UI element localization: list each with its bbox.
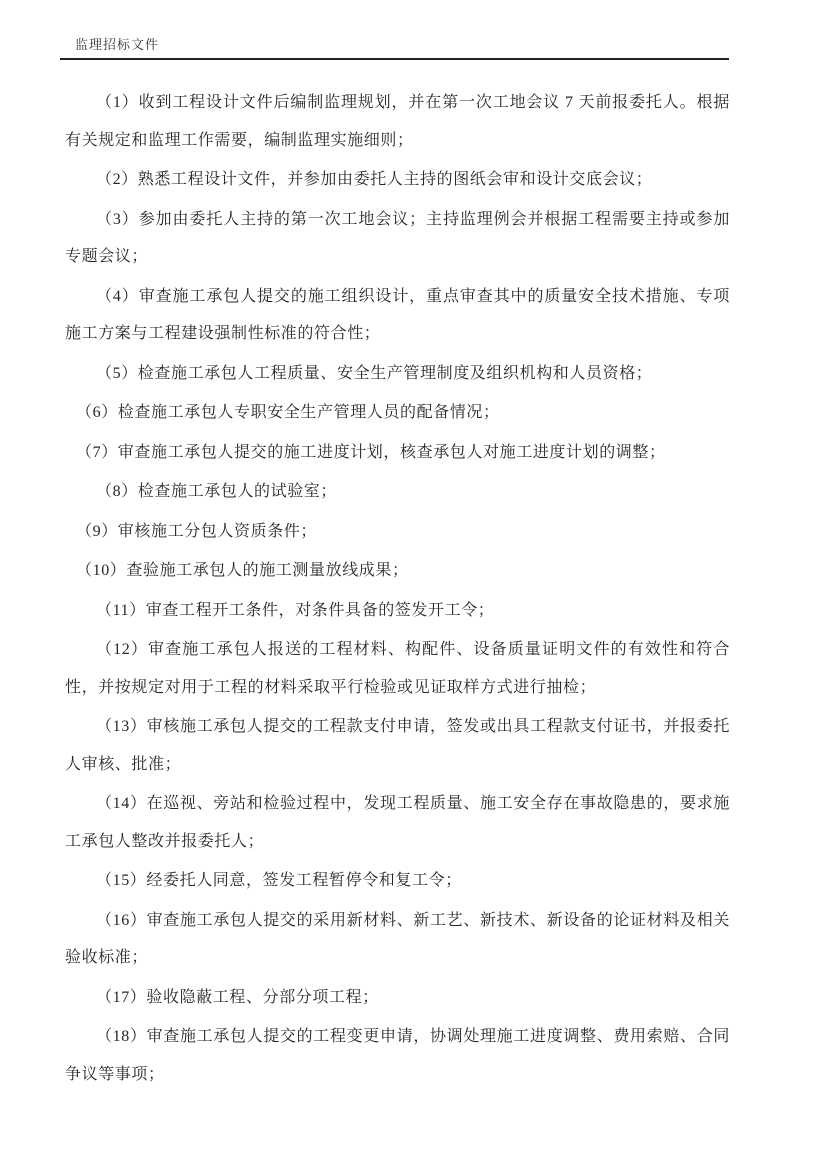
- list-item-11: （11）审查工程开工条件，对条件具备的签发开工令；: [96, 601, 495, 619]
- header-title: 监理招标文件: [75, 37, 160, 52]
- list-item-14: （14）在巡视、旁站和检验过程中，发现工程质量、施工安全存在事故隐患的，要求施工承包人整改并报委托人；: [65, 795, 730, 850]
- list-item-8: （8）检查施工承包人的试验室；: [96, 483, 338, 500]
- list-item-2: （2）熟悉工程设计文件，并参加由委托人主持的图纸会审和设计交底会议；: [96, 171, 653, 188]
- document-body: [65, 84, 730, 1095]
- list-item-13: （13）审核施工承包人提交的工程款支付申请，签发或出具工程款支付证书，并报委托人审核、批准；: [65, 718, 730, 773]
- list-item-3: （3）参加由委托人主持的第一次工地会议；主持监理例会并根据工程需要主持或参加专题会议；: [65, 210, 730, 265]
- list-item-12: （12）审查施工承包人报送的工程材料、构配件、设备质量证明文件的有效性和符合性，并按规定对用于工程的材料采取平行检验或见证取样方式进行抽检；: [65, 641, 730, 696]
- list-item-16: （16）审查施工承包人提交的采用新材料、新工艺、新技术、新设备的论证材料及相关验收标准；: [65, 911, 730, 966]
- list-item-17: （17）验收隐蔽工程、分部分项工程；: [96, 988, 379, 1006]
- list-item-18: （18）审查施工承包人提交的工程变更申请，协调处理施工进度调整、费用索赔、合同争议等事项；: [65, 1028, 730, 1083]
- list-item-5: （5）检查施工承包人工程质量、安全生产管理制度及组织机构和人员资格；: [96, 364, 653, 382]
- list-item-10: （10）查验施工承包人的施工测量放线成果；: [76, 562, 409, 579]
- list-item-9: （9）审核施工分包人资质条件；: [76, 522, 318, 540]
- page-header: [60, 36, 729, 60]
- list-item-6: （6）检查施工承包人专职安全生产管理人员的配备情况；: [76, 404, 500, 421]
- list-item-4: （4）审查施工承包人提交的施工组织设计，重点审查其中的质量安全技术措施、专项施工方案与工程建设强制性标准的符合性；: [65, 287, 730, 342]
- list-item-7: （7）审查施工承包人提交的施工进度计划，核查承包人对施工进度计划的调整；: [76, 443, 666, 461]
- list-item-15: （15）经委托人同意，签发工程暂停令和复工令；: [96, 872, 462, 889]
- list-item-1: （1）收到工程设计文件后编制监理规划，并在第一次工地会议 7 天前报委托人。根据有关规定和监理工作需要，编制监理实施细则；: [65, 94, 730, 149]
